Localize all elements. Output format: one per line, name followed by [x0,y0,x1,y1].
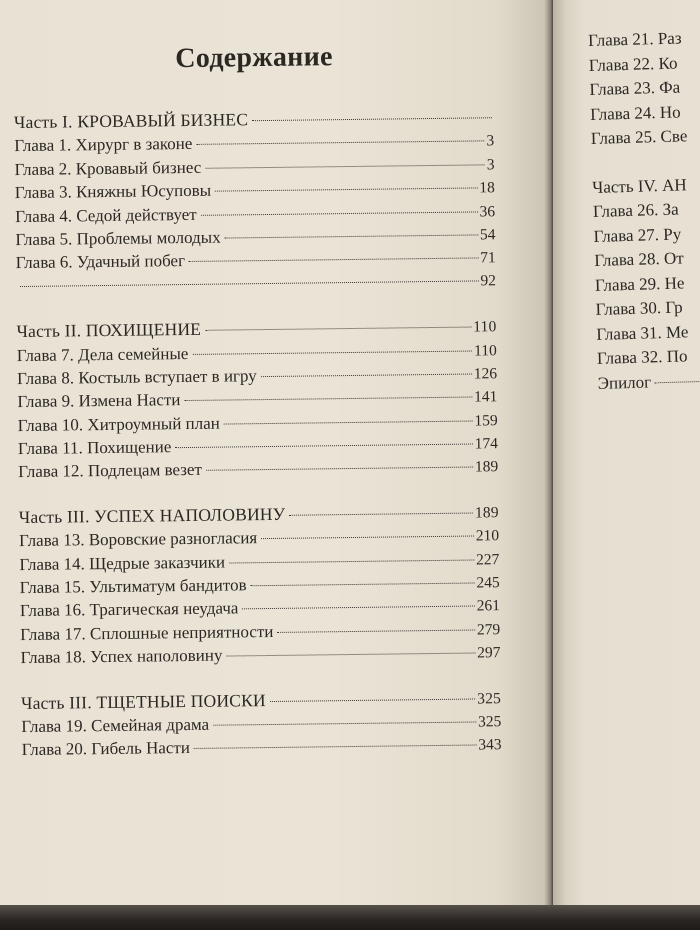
toc-entry-label: Глава 15. Ультиматум бандитов [19,575,247,598]
toc-entry-label: Часть IV. АН [591,174,687,197]
toc-entry-label: Глава 28. От [594,248,684,270]
toc-page-number: 71 [480,249,496,267]
toc-entry-label: Глава 24. Но [589,101,681,124]
table-shadow [0,905,700,930]
toc-dot-leader [20,280,478,287]
toc-entry-label: Глава 13. Воровские разногласия [18,528,258,551]
toc-dot-leader [215,188,477,192]
toc-entry-label: Часть III. ТЩЕТНЫЕ ПОИСКИ [20,689,266,713]
toc-entry-label: Глава 20. Гибель Насти [21,738,191,760]
toc-entry-label: Глава 30. Гр [595,297,683,319]
toc-entry-label: Глава 19. Семейная драма [21,714,210,737]
toc-entry-label: Часть II. ПОХИЩЕНИЕ [16,318,202,342]
toc-dot-leader [261,373,472,377]
toc-title: Содержание [175,41,333,75]
toc-dot-leader [289,512,473,515]
toc-page-number: 92 [480,271,497,290]
toc-entry-label: Глава 21. Раз [587,28,682,51]
toc-entry-label: Глава 3. Княжны Юсуповы [14,180,212,203]
toc-dot-leader [205,164,485,168]
toc-chapter-entry [18,455,498,484]
toc-entry-label: Глава 18. Успех наполовину [20,645,223,668]
toc-entry-label: Глава 5. Проблемы молодых [15,227,221,250]
toc-page-number: 297 [477,644,501,662]
toc-entry-label: Глава 26. За [592,199,679,221]
toc-page-number: 110 [473,318,497,336]
toc-list [14,105,502,762]
toc-entry-label: Глава 25. Све [590,126,688,148]
toc-entry-label: Глава 9. Измена Насти [17,390,181,412]
toc-page-number: 343 [478,736,502,754]
toc-entry-label: Часть I. КРОВАВЫЙ БИЗНЕС [13,109,249,133]
toc-entry-label: Глава 29. Не [594,272,685,295]
toc-entry-label: Глава 31. Ме [596,321,689,344]
toc-dot-leader [261,536,474,540]
toc-list-continued [588,21,700,396]
toc-page-number: 279 [476,621,501,639]
toc-entry-label: Глава 8. Костыль вступает в игру [16,366,257,388]
toc-entry-label: Глава 6. Удачный побег [15,251,186,273]
toc-entry-label: Глава 32. По [596,346,688,368]
toc-entry-label: Глава 11. Похищение [17,437,172,459]
toc-page-number: 189 [474,504,499,522]
toc-dot-leader [224,420,473,424]
toc-dot-leader [229,559,474,563]
toc-page-number: 3 [486,156,495,174]
toc-entry-label: Глава 23. Фа [589,77,681,100]
toc-dot-leader [175,444,472,449]
toc-dot-leader [205,327,471,331]
toc-part-entry [592,167,700,200]
toc-entry-label: Глава 10. Хитроумный план [17,413,220,435]
toc-chapter-entry [22,733,502,762]
toc-page-number: 325 [477,689,502,708]
toc-entry-label: Глава 2. Кровавый бизнес [14,157,202,179]
toc-page-number: 110 [474,341,497,360]
toc-dot-leader [196,141,484,146]
toc-dot-leader [201,211,478,215]
toc-page-number: 261 [476,597,501,615]
toc-dot-leader [251,583,475,587]
toc-page-number: 3 [486,132,495,150]
toc-dot-leader [226,653,475,657]
toc-dot-leader [206,467,473,471]
toc-page-number: 18 [479,179,495,197]
toc-dot-leader [225,234,478,238]
toc-entry-label: Эпилог [597,371,652,393]
toc-chapter-entry [20,640,500,669]
toc-entry-label: Глава 16. Трагическая неудача [19,598,239,621]
toc-page-number: 227 [476,550,500,569]
toc-dot-leader [655,378,700,382]
toc-dot-leader [277,629,475,632]
toc-dot-leader [270,698,475,702]
toc-chapter-entry [588,21,700,54]
toc-entry-label: Часть III. УСПЕХ НАПОЛОВИНУ [18,503,286,527]
toc-page-number: 159 [474,411,498,430]
toc-dot-leader [213,721,476,725]
right-page [553,0,700,905]
toc-page-number: 141 [474,388,498,406]
toc-entry-label: Глава 17. Сплошные неприятности [20,621,274,644]
toc-entry-label: Глава 27. Ру [593,224,682,246]
toc-page-number: 189 [474,458,499,476]
toc-dot-leader [189,258,478,263]
toc-dot-leader [252,117,492,121]
toc-entry-label: Глава 1. Хирург в законе [14,134,193,156]
toc-page-number: 210 [475,527,500,545]
toc-page-number: 126 [473,365,498,383]
toc-entry-label: Глава 14. Щедрые заказчики [19,552,226,574]
toc-dot-leader [192,350,472,354]
toc-dot-leader [242,606,474,610]
toc-dot-leader [184,397,472,402]
toc-entry-label: Глава 7. Дела семейные [16,343,189,365]
toc-entry-label: Глава 12. Подлецам везет [18,460,203,482]
toc-entry-label: Глава 22. Ко [588,53,678,75]
toc-page-number: 245 [476,574,500,592]
toc-page-number: 174 [474,435,499,453]
toc-page-number: 54 [479,226,496,244]
toc-dot-leader [194,745,476,749]
toc-page-number: 36 [479,202,496,220]
toc-page-number: 325 [477,713,502,731]
toc-entry-label: Глава 4. Седой действует [15,204,197,226]
